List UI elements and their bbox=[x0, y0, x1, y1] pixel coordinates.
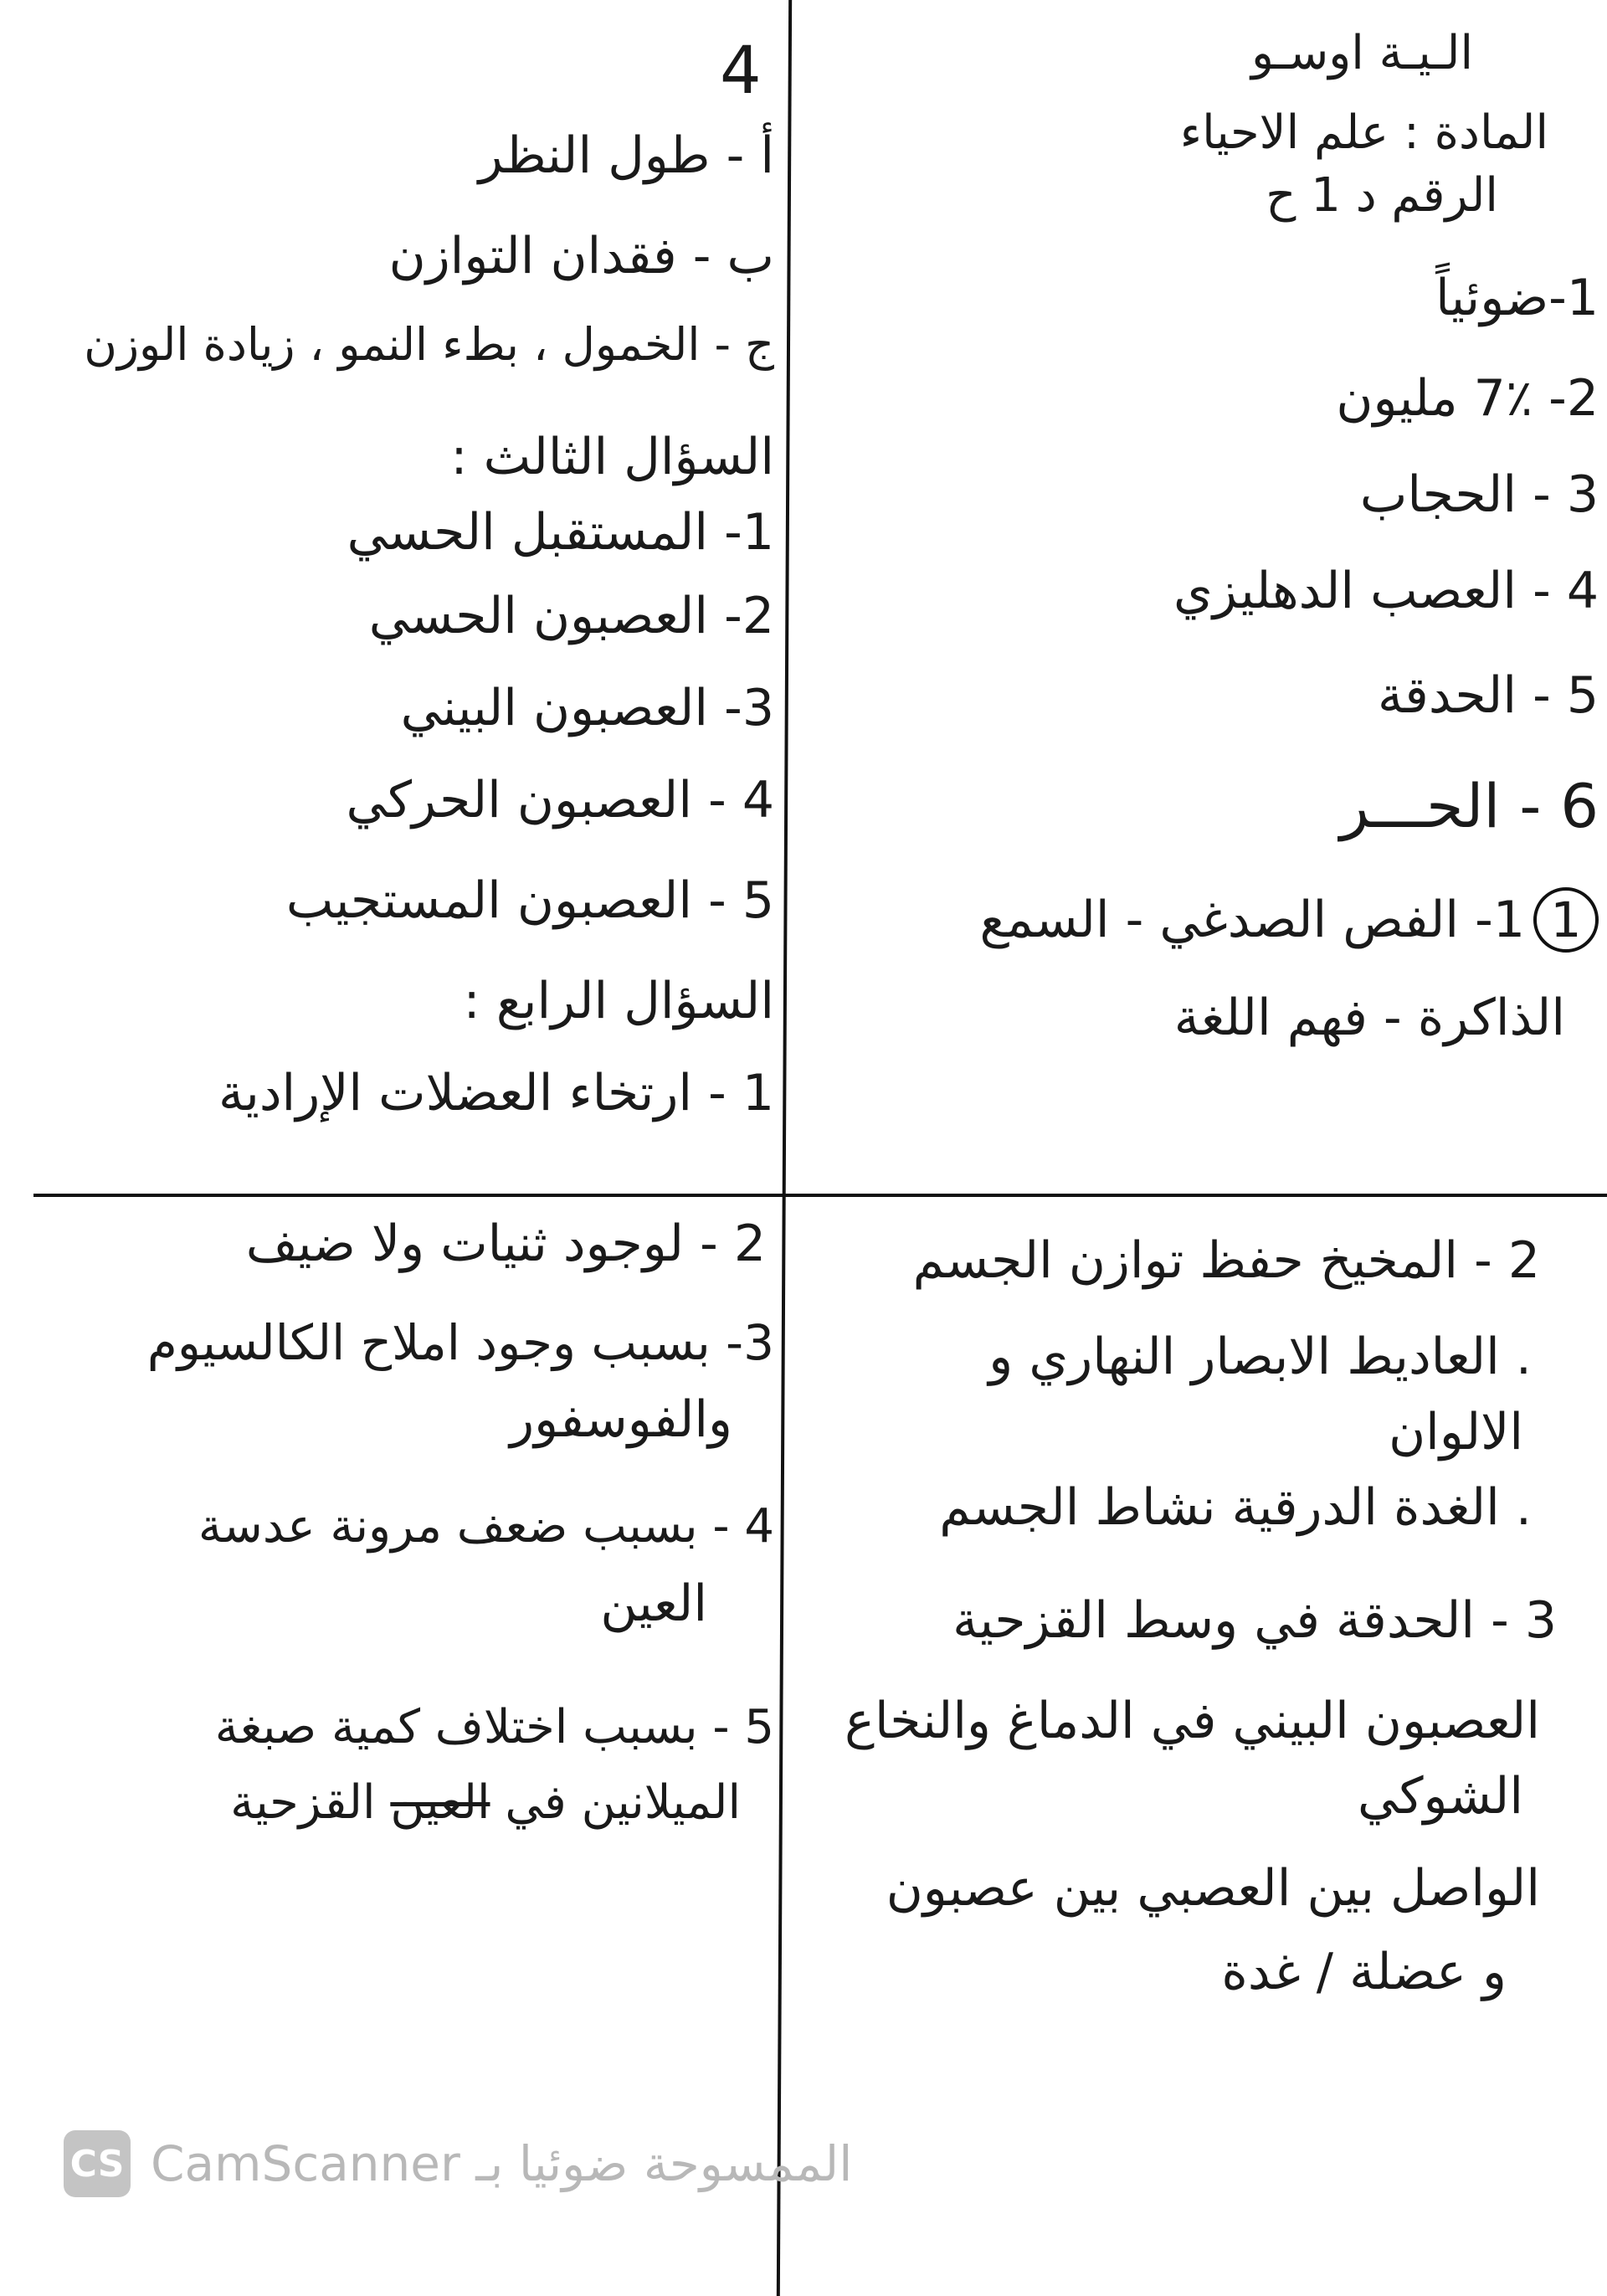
answer-text: 1- الفص الصدغي - السمع bbox=[979, 891, 1525, 949]
struck-word: العين bbox=[390, 1775, 490, 1830]
answer-line: 3 - الحدقة في وسط القزحية bbox=[952, 1591, 1557, 1650]
bottom-right-quadrant bbox=[804, 1214, 1590, 2093]
answer-line: الشوكي bbox=[1357, 1767, 1523, 1826]
question-number-circle: 1 bbox=[1533, 887, 1599, 953]
answer-line: الواصل بين العصبي بين عصبون bbox=[886, 1859, 1540, 1918]
answer-line: الالوان bbox=[1389, 1403, 1523, 1461]
answer-line: 2- 7٪ مليون bbox=[1336, 369, 1599, 428]
answer-line: 5 - العصبون المستجيب bbox=[285, 871, 774, 930]
answer-line: 5 - بسبب اختلاف كمية صبغة bbox=[214, 1700, 774, 1754]
answer-line: 5 - الحدقة bbox=[1377, 666, 1599, 725]
top-right-quadrant bbox=[837, 25, 1599, 1180]
camscanner-logo-icon: CS bbox=[64, 2130, 131, 2197]
answer-line: 1- المستقبل الحسي bbox=[347, 503, 774, 562]
bottom-left-quadrant bbox=[8, 1214, 774, 2093]
vertical-divider bbox=[777, 0, 792, 2296]
answer-line: 4 - العصب الدهليزي bbox=[1173, 562, 1599, 620]
page-number: 4 bbox=[720, 33, 762, 109]
horizontal-divider bbox=[33, 1194, 1607, 1197]
top-left-quadrant bbox=[8, 25, 774, 1180]
answer-line: العصبون البيني في الدماغ والنخاع bbox=[845, 1692, 1540, 1750]
answer-line: 2 - لوجود ثنيات ولا ضيف bbox=[245, 1215, 766, 1273]
camscanner-watermark bbox=[64, 2126, 852, 2201]
answer-line: أ - طول النظر bbox=[478, 126, 774, 185]
question-one-line bbox=[979, 887, 1599, 953]
answer-text: القزحية bbox=[230, 1775, 376, 1830]
answer-text: الميلانين في bbox=[505, 1775, 741, 1830]
answer-line: 1-ضوئياً bbox=[1435, 269, 1599, 327]
student-name: الـيـة اوسـو bbox=[1250, 26, 1473, 80]
answer-line: 1 - ارتخاء العضلات الإرادية bbox=[218, 1064, 774, 1122]
answer-line: 6 - الحـــر bbox=[1340, 771, 1599, 841]
answer-line: 4 - بسبب ضعف مرونة عدسة bbox=[198, 1499, 774, 1554]
answer-line: العين bbox=[600, 1574, 707, 1633]
answer-line: 3 - الحجاب bbox=[1359, 465, 1599, 524]
answer-line: 2 - المخيخ حفظ توازن الجسم bbox=[912, 1231, 1540, 1290]
watermark-text: CamScanner الممسوحة ضوئيا بـ bbox=[151, 2135, 853, 2192]
answer-line: 2- العصبون الحسي bbox=[368, 587, 774, 645]
answer-line: 4 - العصبون الحركي bbox=[346, 771, 774, 830]
answer-line: الذاكرة - فهم اللغة bbox=[1173, 989, 1565, 1047]
answer-line: ج - الخمول ، بطء النمو ، زيادة الوزن bbox=[84, 318, 774, 371]
number-line: الرقم د 1 ح bbox=[1266, 168, 1498, 223]
answer-line: و عضلة / غدة bbox=[1221, 1943, 1507, 2001]
answer-line: . الغدة الدرقية نشاط الجسم bbox=[939, 1478, 1532, 1537]
answer-line: والفوسفور bbox=[510, 1390, 732, 1449]
section-title: السؤال الثالث : bbox=[450, 428, 774, 486]
answer-line bbox=[230, 1775, 741, 1831]
answer-line: ب - فقدان التوازن bbox=[388, 227, 774, 285]
subject-line: المادة : علم الاحياء bbox=[1179, 105, 1548, 160]
section-title: السؤال الرابع : bbox=[463, 972, 774, 1030]
answer-line: 3- العصبون البيني bbox=[400, 679, 774, 737]
answer-line: . العاديط الابصار النهاري و bbox=[988, 1328, 1532, 1386]
answer-line: 3- بسبب وجود املاح الكالسيوم bbox=[146, 1314, 774, 1371]
